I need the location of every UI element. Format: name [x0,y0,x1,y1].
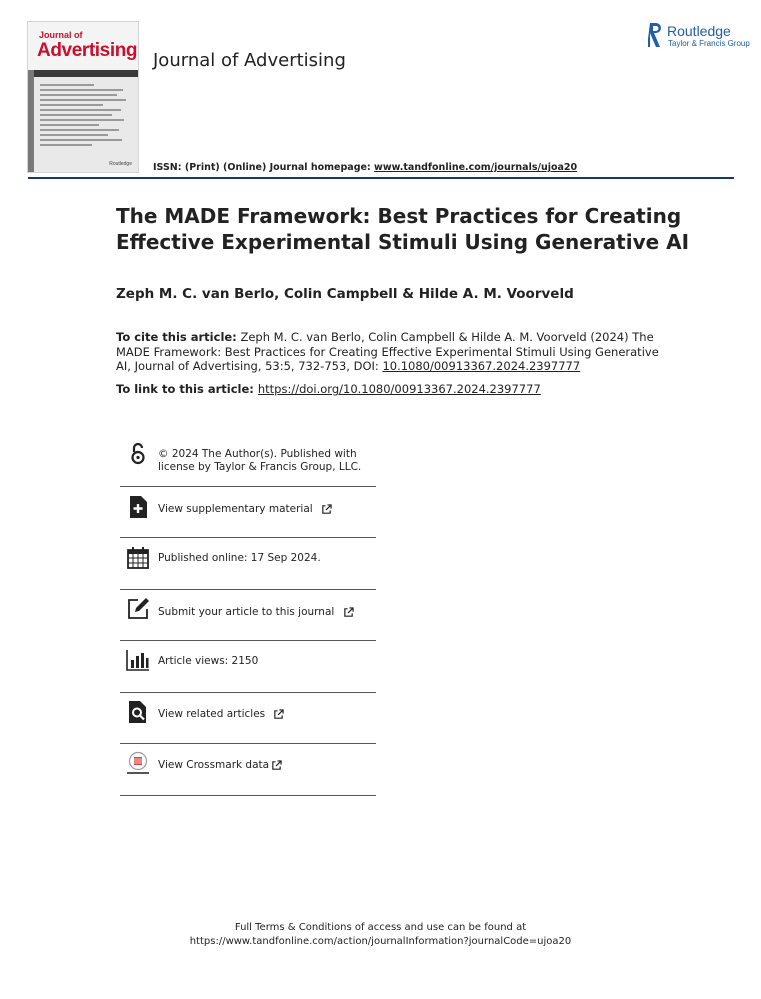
link-label: To link to this article: [116,382,258,396]
cite-label: To cite this article: [116,330,237,344]
meta-divider [120,537,376,538]
external-link-icon [271,760,282,771]
external-link-icon [321,504,332,515]
cover-publisher-mark: Routledge [109,161,132,167]
footer-terms-link[interactable]: https://www.tandfonline.com/action/journalInformation?journalCode=ujoa20 [189,935,572,947]
crossmark-row[interactable] [120,750,376,790]
cover-header [28,22,138,70]
license-line-1: © 2024 The Author(s). Published with [158,448,357,460]
journal-cover [28,22,138,172]
citation [116,330,676,374]
meta-divider [120,692,376,693]
supplementary-row[interactable] [120,493,376,533]
external-link-icon [273,709,284,720]
routledge-logo-icon [648,22,664,48]
edit-icon [126,597,150,621]
submit-label[interactable]: Submit your article to this journal [158,606,335,618]
open-access-lock-icon [126,442,150,466]
article-authors: Zeph M. C. van Berlo, Colin Campbell & Hilde A. M. Voorveld [116,286,574,302]
meta-divider [120,589,376,590]
submit-row[interactable] [120,596,376,636]
doi-link[interactable]: 10.1080/00913367.2024.2397777 [382,359,581,373]
cover-band [34,70,138,77]
calendar-icon [126,546,150,570]
crossmark-label[interactable]: View Crossmark data [158,759,270,771]
related-label[interactable]: View related articles [158,708,266,720]
article-doi-url[interactable]: https://doi.org/10.1080/00913367.2024.2397777 [257,382,541,396]
license-row [120,440,376,480]
cover-title-small: Journal of [39,30,83,40]
published-row [120,545,376,585]
journal-title: Journal of Advertising [153,50,346,71]
publisher-subtitle: Taylor & Francis Group [668,39,750,48]
external-link-icon [343,607,354,618]
related-row[interactable] [120,699,376,739]
footer-line-1: Full Terms & Conditions of access and use can be found at [234,922,527,933]
footer [0,921,761,948]
search-document-icon [126,700,150,724]
meta-divider [120,795,376,796]
bar-chart-icon [126,648,150,672]
meta-divider [120,486,376,487]
supplementary-label[interactable]: View supplementary material [158,503,313,515]
crossmark-icon [126,751,150,775]
published-date: Published online: 17 Sep 2024. [158,552,321,564]
publisher-name: Routledge [667,23,731,39]
article-views: Article views: 2150 [158,655,259,667]
add-document-icon [126,495,150,519]
article-title: The MADE Framework: Best Practices for Creating Effective Experimental Stimuli Using Generative AI [116,204,690,254]
views-row [120,647,376,687]
meta-divider [120,743,376,744]
cite-text: Zeph M. C. van Berlo, Colin Campbell & Hilde A. M. Voorveld (2024) The MADE Framework: Best Practices for Creating Effective Experimental Stimuli Using Generative AI, Journal of Advertising, 53:5, 732-753, DOI: [116,330,659,373]
cover-contents [40,84,130,149]
license-line-2: license by Taylor & Francis Group, LLC. [158,461,362,473]
issn-line [153,162,577,173]
cover-title-big: Advertising [37,40,138,61]
article-link-line [116,382,541,396]
issn-text: ISSN: (Print) (Online) Journal homepage: [153,162,375,173]
meta-divider [120,640,376,641]
journal-homepage-link[interactable]: www.tandfonline.com/journals/ujoa20 [374,162,578,173]
header-rule [28,177,734,179]
